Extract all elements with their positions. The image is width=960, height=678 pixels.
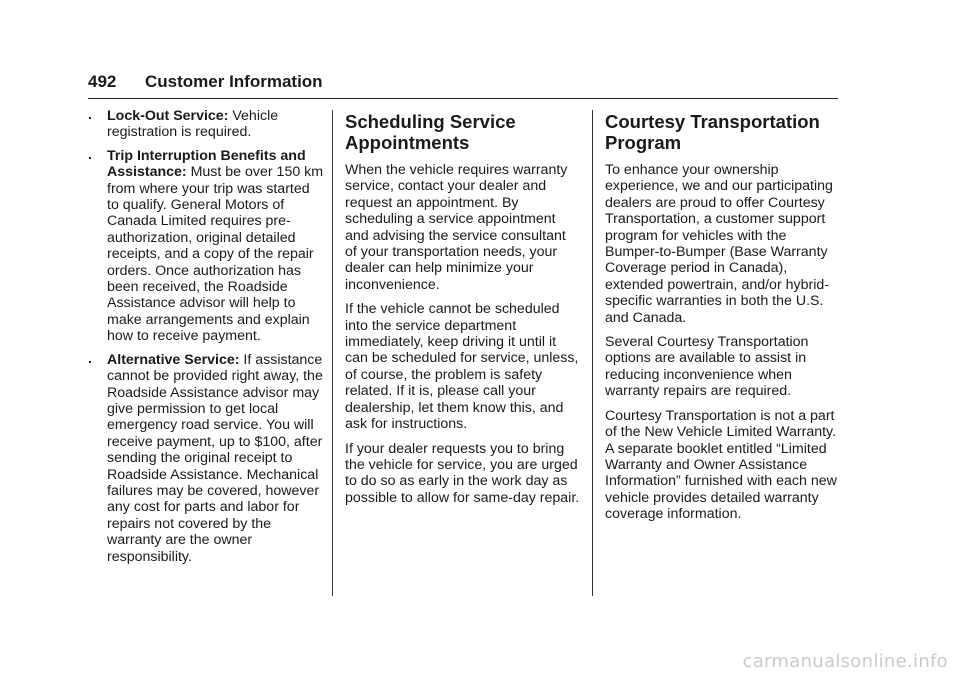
bullet-marker: .	[88, 107, 92, 123]
page-number: 492	[88, 72, 117, 91]
bullet-term: Lock-Out Service:	[107, 108, 229, 124]
page-title: Customer Information	[145, 72, 323, 91]
left-column	[88, 108, 324, 572]
middle-column	[345, 108, 581, 514]
column-divider-right	[592, 110, 593, 596]
paragraph: If the vehicle cannot be scheduled into the service department immediately, keep driving it until it can be scheduled for service, unless, of course, the problem is safety related. If it is, please call your dealership, let them know this, and ask for instructions.	[345, 301, 579, 433]
right-column	[605, 108, 841, 531]
paragraph: If your dealer requests you to bring the vehicle for service, you are urged to do so as early in the work day as possible to allow for same-day repair.	[345, 440, 580, 506]
watermark: carmanualsonline.info	[742, 651, 948, 672]
bullet-text: Must be over 150 km from where your trip was started to qualify. General Motors of Canada Limited requires pre-authorization, original detailed receipts, and a copy of the repair orders. Once authorization has been received, the Roadside Assistance advisor will help to make arrangements and explain how to receive payment.	[107, 164, 324, 345]
bullet-marker: .	[88, 350, 92, 367]
list-item	[88, 148, 324, 345]
page-header	[88, 70, 838, 99]
bullet-text: Vehicle registration is required.	[107, 108, 279, 141]
paragraph: When the vehicle requires warranty service, contact your dealer and request an appointment. By scheduling a service appointment and advising the service consultant of your transportation needs, your dealer can help minimize your inconvenience.	[345, 162, 568, 293]
bullet-term: Trip Interruption Benefits and Assistance:	[107, 147, 306, 181]
section-heading-courtesy: Courtesy Transportation Program	[605, 111, 820, 153]
bullet-marker: .	[88, 146, 92, 163]
list-item	[88, 108, 324, 141]
list-item	[88, 352, 324, 565]
section-heading-scheduling: Scheduling Service Appointments	[345, 111, 516, 153]
bullet-text: If assistance cannot be provided right away, the Roadside Assistance advisor may give permission to get local emergency road service. You will receive payment, up to $100, after sending the original receipt to Roadside Assistance. Mechanical failures may be covered, however any cost for parts and labor for repairs not covered by the warranty are the owner responsibility.	[107, 351, 323, 565]
column-divider-left	[332, 110, 333, 596]
paragraph: To enhance your ownership experience, we and our participating dealers are proud to offer Courtesy Transportation, a customer support program for vehicles with the Bumper-to-Bumper (Base Warranty Coverage period in Canada), extended powertrain, and/or hybrid-specific warranties in both the U.S. and Canada.	[605, 162, 833, 326]
paragraph: Several Courtesy Transportation options are available to assist in reducing inconvenience when warranty repairs are required.	[605, 334, 809, 400]
bullet-term: Alternative Service:	[107, 351, 240, 368]
paragraph: Courtesy Transportation is not a part of the New Vehicle Limited Warranty. A separate booklet entitled “Limited Warranty and Owner Assistance Information” furnished with each new vehicle provides detailed warranty coverage information.	[605, 407, 837, 523]
